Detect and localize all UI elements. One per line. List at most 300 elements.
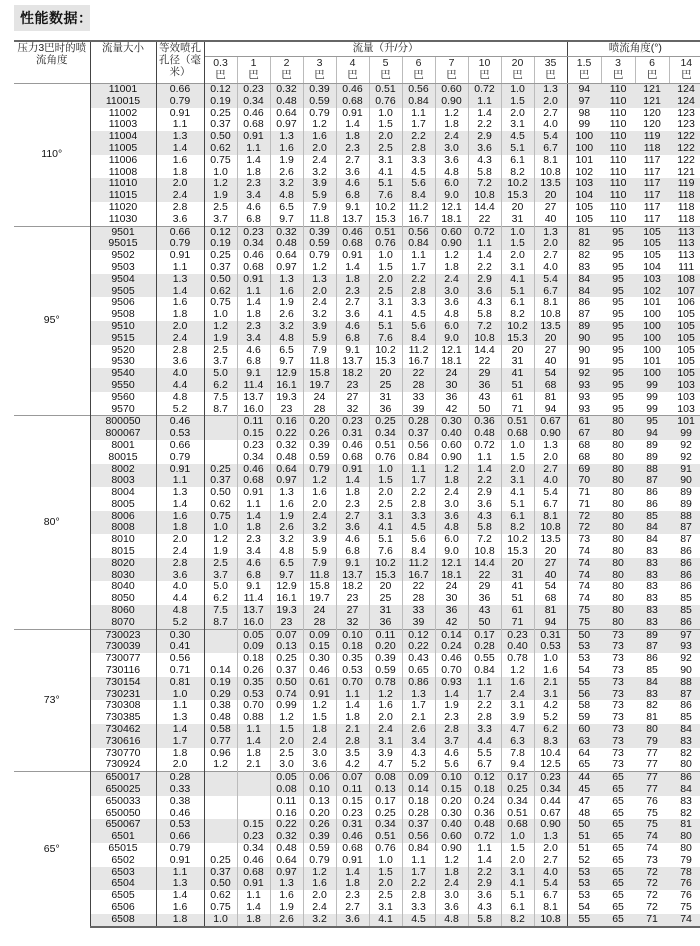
cell-flow-rate: 3.6 xyxy=(468,143,501,155)
cell-flow-rate: 6.7 xyxy=(534,499,567,511)
cell-flow-rate: 1.8 xyxy=(336,274,369,286)
cell-flow-rate: 0.25 xyxy=(369,808,402,820)
cell-flow-rate: 0.91 xyxy=(336,464,369,476)
cell-flow-rate: 0.17 xyxy=(501,772,534,784)
pressure-value: 10 xyxy=(478,57,491,69)
cell-spray-angle: 89 xyxy=(567,321,601,333)
cell-flow-rate: 2.5 xyxy=(204,558,237,570)
cell-flow-rate: 1.4 xyxy=(336,867,369,879)
cell-flow-rate: 3.7 xyxy=(435,736,468,748)
cell-flow-rate: 29 xyxy=(468,368,501,380)
cell-spray-angle: 86 xyxy=(680,580,692,593)
cell-flow-rate: 0.26 xyxy=(303,819,336,831)
cell-flow-rate: 0.08 xyxy=(369,772,402,784)
cell-flow-rate: 2.4 xyxy=(501,689,534,701)
cell-flow-rate: 9.1 xyxy=(336,345,369,357)
cell-spray-angle: 95 xyxy=(601,380,635,392)
cell-flow-rate: 18.2 xyxy=(336,368,369,380)
cell-flow-rate: 0.14 xyxy=(204,665,237,677)
table-row xyxy=(14,404,700,416)
cell-flow-rate: 0.64 xyxy=(270,464,303,476)
cell-flow-rate: 2.0 xyxy=(270,736,303,748)
cell-flow-rate: 0.32 xyxy=(270,84,303,96)
cell-spray-angle: 105 xyxy=(677,308,695,321)
cell-flow-rate: 2.0 xyxy=(534,238,567,250)
cell-flow-rate: 1.2 xyxy=(204,759,237,771)
cell-spray-angle: 104 xyxy=(567,190,601,202)
cell-flow-rate: 0.90 xyxy=(534,428,567,440)
cell-flow-rate: 1.4 xyxy=(336,119,369,131)
cell-flow-rate: 0.25 xyxy=(204,464,237,476)
table-row xyxy=(14,274,700,286)
cell-flow-rate: 0.34 xyxy=(237,238,270,250)
cell-spray-angle: 73 xyxy=(601,724,635,736)
cell-flow-rate: 1.6 xyxy=(270,499,303,511)
cell-flow-rate: 0.46 xyxy=(336,440,369,452)
cell-spray-angle: 83 xyxy=(646,580,658,593)
cell-flow-rate: 0.18 xyxy=(468,784,501,796)
cell-flow-rate: 28 xyxy=(303,617,336,629)
cell-flow-rate: 6.2 xyxy=(534,724,567,736)
cell-flow-rate: 4.8 xyxy=(435,522,468,534)
cell-flow-rate: 0.72 xyxy=(468,84,501,96)
cell-spray-angle: 99 xyxy=(669,428,700,440)
cell-flow-rate: 54 xyxy=(534,368,567,380)
cell-spray-angle: 105 xyxy=(635,226,669,238)
cell-flow-rate: 71 xyxy=(501,404,534,416)
cell-flow-rate: 0.34 xyxy=(369,428,402,440)
cell-flow-rate: 1.4 xyxy=(237,736,270,748)
cell-flow-rate: 2.0 xyxy=(303,286,336,298)
cell-orifice: 0.46 xyxy=(156,416,204,428)
cell-spray-angle: 74 xyxy=(567,558,601,570)
cell-flow-rate: 1.2 xyxy=(303,262,336,274)
cell-flow-rate: 2.3 xyxy=(336,890,369,902)
cell-spray-angle: 121 xyxy=(677,165,695,178)
cell-flow-size: 6501 xyxy=(90,831,156,843)
cell-flow-rate: 0.37 xyxy=(270,665,303,677)
cell-flow-rate: 0.68 xyxy=(336,843,369,855)
cell-flow-rate: 0.59 xyxy=(303,843,336,855)
cell-flow-rate: 11.4 xyxy=(237,593,270,605)
cell-flow-rate: 6.8 xyxy=(237,356,270,368)
cell-orifice: 2.0 xyxy=(156,534,204,546)
cell-spray-angle: 65 xyxy=(612,889,624,902)
cell-flow-rate: 19.7 xyxy=(303,380,336,392)
cell-flow-rate: 0.25 xyxy=(204,250,237,262)
cell-flow-rate: 2.4 xyxy=(435,274,468,286)
pressure-unit: 巴 xyxy=(545,69,556,81)
cell-flow-rate: 3.9 xyxy=(501,712,534,724)
cell-spray-angle: 80 xyxy=(635,724,669,736)
cell-flow-rate: 10.8 xyxy=(468,333,501,345)
cell-flow-rate: 51 xyxy=(501,593,534,605)
pressure-unit: 巴 xyxy=(215,69,226,81)
cell-flow-rate: 18.1 xyxy=(435,356,468,368)
cell-flow-rate: 0.20 xyxy=(303,416,336,428)
cell-flow-rate: 1.9 xyxy=(270,511,303,523)
cell-spray-angle: 86 xyxy=(669,558,700,570)
cell-flow-rate: 5.6 xyxy=(402,321,435,333)
cell-flow-rate: 0.32 xyxy=(270,831,303,843)
cell-flow-rate: 0.12 xyxy=(468,772,501,784)
cell-flow-rate: 7.8 xyxy=(501,748,534,760)
cell-flow-size: 730231 xyxy=(90,689,156,701)
cell-spray-angle: 110 xyxy=(609,106,627,119)
table-row xyxy=(14,736,700,748)
cell-flow-size: 800050 xyxy=(90,416,156,428)
group-spray-angle: 80° xyxy=(14,416,90,629)
cell-spray-angle: 47 xyxy=(578,794,591,807)
cell-flow-rate: 2.2 xyxy=(402,878,435,890)
cell-flow-rate: 3.6 xyxy=(303,759,336,771)
cell-flow-rate: 1.0 xyxy=(369,108,402,120)
cell-flow-rate: 5.8 xyxy=(468,522,501,534)
cell-flow-rate: 0.39 xyxy=(369,653,402,665)
cell-flow-rate: 0.65 xyxy=(402,665,435,677)
cell-flow-rate: 36 xyxy=(369,617,402,629)
cell-flow-rate: 0.15 xyxy=(336,796,369,808)
cell-spray-angle: 73 xyxy=(601,629,635,641)
header-flow-pressure xyxy=(435,57,468,84)
cell-flow-rate: 42 xyxy=(435,617,468,629)
cell-flow-rate: 8.3 xyxy=(534,736,567,748)
cell-flow-rate: 0.55 xyxy=(468,653,501,665)
pressure-unit: 巴 xyxy=(281,69,292,81)
cell-spray-angle: 87 xyxy=(578,308,591,321)
cell-flow-rate: 2.6 xyxy=(270,914,303,927)
cell-spray-angle: 93 xyxy=(567,380,601,392)
cell-flow-rate: 3.0 xyxy=(270,759,303,771)
cell-flow-rate: 5.5 xyxy=(468,748,501,760)
cell-flow-rate: 0.26 xyxy=(303,428,336,440)
cell-flow-rate: 11.8 xyxy=(303,214,336,226)
cell-flow-rate: 0.15 xyxy=(237,819,270,831)
cell-flow-rate: 6.1 xyxy=(501,511,534,523)
cell-flow-rate: 3.1 xyxy=(534,689,567,701)
pressure-value: 3 xyxy=(316,57,323,69)
cell-spray-angle: 80 xyxy=(612,545,624,558)
cell-spray-angle: 86 xyxy=(646,497,658,510)
cell-spray-angle: 107 xyxy=(669,286,700,298)
cell-flow-rate: 1.7 xyxy=(402,475,435,487)
cell-flow-rate: 1.5 xyxy=(501,452,534,464)
cell-flow-rate: 0.13 xyxy=(303,796,336,808)
cell-flow-rate: 0.17 xyxy=(468,629,501,641)
cell-flow-rate: 8.4 xyxy=(402,333,435,345)
cell-flow-rate: 4.1 xyxy=(501,274,534,286)
cell-flow-rate: 31 xyxy=(501,570,534,582)
cell-flow-rate: 0.59 xyxy=(303,96,336,108)
cell-flow-rate: 19.7 xyxy=(303,593,336,605)
cell-flow-rate: 0.43 xyxy=(402,653,435,665)
cell-orifice: 2.4 xyxy=(156,190,204,202)
cell-flow-rate: 0.18 xyxy=(402,796,435,808)
cell-flow-rate: 0.51 xyxy=(369,226,402,238)
pressure-unit: 巴 xyxy=(512,69,523,81)
cell-spray-angle: 80 xyxy=(601,558,635,570)
cell-spray-angle: 92 xyxy=(680,438,692,451)
cell-flow-rate: 1.9 xyxy=(270,902,303,914)
cell-spray-angle: 84 xyxy=(635,522,669,534)
cell-flow-size: 11015 xyxy=(90,190,156,202)
cell-flow-rate: 0.90 xyxy=(534,819,567,831)
cell-flow-rate: 1.3 xyxy=(303,274,336,286)
cell-orifice: 0.91 xyxy=(156,108,204,120)
cell-orifice: 2.4 xyxy=(156,546,204,558)
table-row xyxy=(14,214,700,226)
cell-flow-size: 9570 xyxy=(90,404,156,416)
cell-flow-rate: 5.8 xyxy=(468,167,501,179)
cell-flow-rate: 10.8 xyxy=(534,914,567,927)
cell-flow-rate: 2.9 xyxy=(468,274,501,286)
cell-flow-rate: 2.7 xyxy=(336,511,369,523)
cell-flow-rate: 18.1 xyxy=(435,214,468,226)
cell-flow-rate: 0.37 xyxy=(402,819,435,831)
cell-orifice: 1.1 xyxy=(156,700,204,712)
cell-spray-angle: 84 xyxy=(567,274,601,286)
cell-flow-rate: 6.1 xyxy=(501,902,534,914)
cell-flow-rate: 1.1 xyxy=(402,250,435,262)
cell-flow-size: 8020 xyxy=(90,558,156,570)
cell-flow-rate: 0.62 xyxy=(204,890,237,902)
cell-flow-rate: 2.8 xyxy=(402,143,435,155)
cell-flow-rate: 0.91 xyxy=(237,487,270,499)
cell-orifice: 4.0 xyxy=(156,581,204,593)
cell-flow-rate: 6.2 xyxy=(204,380,237,392)
cell-flow-rate: 8.4 xyxy=(402,546,435,558)
cell-flow-rate: 0.93 xyxy=(435,677,468,689)
cell-flow-rate: 22 xyxy=(468,356,501,368)
cell-flow-rate: 1.9 xyxy=(270,297,303,309)
cell-flow-rate: 19.3 xyxy=(270,605,303,617)
cell-spray-angle: 65 xyxy=(601,831,635,843)
cell-spray-angle: 103 xyxy=(669,380,700,392)
cell-orifice: 2.0 xyxy=(156,178,204,190)
cell-flow-rate: 1.6 xyxy=(270,286,303,298)
cell-flow-rate: 2.7 xyxy=(336,155,369,167)
cell-flow-rate: 0.67 xyxy=(534,416,567,428)
cell-spray-angle: 100 xyxy=(635,321,669,333)
cell-flow-rate: 24 xyxy=(303,392,336,404)
cell-spray-angle: 80 xyxy=(601,511,635,523)
cell-flow-rate: 8.1 xyxy=(534,297,567,309)
cell-flow-rate: 1.4 xyxy=(237,902,270,914)
cell-flow-rate: 4.4 xyxy=(468,736,501,748)
cell-flow-rate: 0.10 xyxy=(336,629,369,641)
cell-spray-angle: 74 xyxy=(578,580,591,593)
table-row xyxy=(14,202,700,214)
pressure-value: 14 xyxy=(680,57,693,69)
cell-flow-rate: 1.8 xyxy=(336,878,369,890)
cell-flow-rate: 4.1 xyxy=(501,487,534,499)
cell-flow-rate: 2.2 xyxy=(468,119,501,131)
cell-spray-angle: 117 xyxy=(643,165,661,178)
cell-flow-rate: 20 xyxy=(534,190,567,202)
cell-flow-rate: 4.6 xyxy=(336,534,369,546)
cell-spray-angle: 84 xyxy=(669,784,700,796)
cell-flow-rate: 0.32 xyxy=(270,440,303,452)
cell-flow-rate: 3.6 xyxy=(468,499,501,511)
cell-flow-rate: 0.31 xyxy=(336,819,369,831)
cell-flow-rate: 0.91 xyxy=(336,855,369,867)
cell-flow-rate: 2.4 xyxy=(303,511,336,523)
cell-flow-rate: 7.9 xyxy=(303,202,336,214)
cell-flow-rate: 1.5 xyxy=(501,96,534,108)
cell-flow-rate: 8.7 xyxy=(204,617,237,629)
header-spray-pressure xyxy=(601,57,635,84)
cell-flow-rate: 2.8 xyxy=(402,890,435,902)
cell-spray-angle: 65 xyxy=(612,806,624,819)
cell-flow-rate: 61 xyxy=(501,605,534,617)
pressure-unit: 巴 xyxy=(681,69,692,81)
cell-spray-angle: 101 xyxy=(575,153,594,166)
cell-spray-angle: 74 xyxy=(669,914,700,927)
cell-flow-rate: 0.37 xyxy=(204,262,237,274)
cell-spray-angle: 110 xyxy=(601,131,635,143)
cell-spray-angle: 122 xyxy=(669,143,700,155)
cell-spray-angle: 53 xyxy=(578,889,591,902)
cell-spray-angle: 73 xyxy=(578,533,591,546)
cell-flow-rate: 1.1 xyxy=(468,96,501,108)
cell-spray-angle: 81 xyxy=(669,819,700,831)
cell-flow-rate xyxy=(204,629,237,641)
cell-flow-rate: 16.7 xyxy=(402,356,435,368)
cell-flow-rate: 5.1 xyxy=(501,143,534,155)
cell-flow-rate: 4.1 xyxy=(501,878,534,890)
pressure-value: 6 xyxy=(415,57,422,69)
cell-flow-rate: 0.38 xyxy=(204,700,237,712)
cell-flow-rate: 1.3 xyxy=(270,878,303,890)
cell-spray-angle: 105 xyxy=(635,238,669,250)
cell-flow-size: 11001 xyxy=(90,84,156,96)
cell-spray-angle: 53 xyxy=(567,867,601,879)
cell-flow-rate: 0.06 xyxy=(303,772,336,784)
cell-flow-rate: 81 xyxy=(534,392,567,404)
cell-orifice: 0.66 xyxy=(156,831,204,843)
cell-flow-rate: 9.7 xyxy=(270,214,303,226)
cell-flow-rate: 3.2 xyxy=(270,321,303,333)
cell-flow-rate: 27 xyxy=(534,345,567,357)
cell-flow-size: 650025 xyxy=(90,784,156,796)
cell-orifice: 0.56 xyxy=(156,653,204,665)
cell-flow-rate: 0.28 xyxy=(402,416,435,428)
cell-flow-size: 730308 xyxy=(90,700,156,712)
cell-flow-rate: 13.5 xyxy=(534,534,567,546)
cell-orifice: 0.46 xyxy=(156,808,204,820)
cell-flow-rate: 2.6 xyxy=(270,522,303,534)
cell-flow-size: 8002 xyxy=(90,464,156,476)
cell-flow-rate: 2.3 xyxy=(237,321,270,333)
cell-flow-rate: 9.0 xyxy=(435,546,468,558)
cell-flow-rate: 5.9 xyxy=(303,546,336,558)
cell-flow-rate: 0.50 xyxy=(204,274,237,286)
header-flow-pressure xyxy=(270,57,303,84)
cell-flow-rate: 2.6 xyxy=(270,309,303,321)
cell-orifice: 1.8 xyxy=(156,522,204,534)
cell-orifice: 1.4 xyxy=(156,499,204,511)
cell-flow-rate: 10.8 xyxy=(534,167,567,179)
cell-flow-rate: 1.5 xyxy=(369,262,402,274)
cell-orifice: 0.81 xyxy=(156,677,204,689)
table-row xyxy=(14,677,700,689)
cell-spray-angle: 102 xyxy=(635,286,669,298)
cell-flow-rate: 2.4 xyxy=(435,487,468,499)
cell-flow-rate: 3.9 xyxy=(303,321,336,333)
cell-flow-rate: 1.1 xyxy=(468,677,501,689)
cell-flow-rate: 13.5 xyxy=(534,178,567,190)
cell-spray-angle: 110 xyxy=(601,84,635,96)
cell-flow-rate: 1.2 xyxy=(435,464,468,476)
cell-flow-rate: 2.3 xyxy=(237,534,270,546)
cell-flow-size: 8040 xyxy=(90,581,156,593)
cell-flow-rate: 0.91 xyxy=(336,250,369,262)
cell-flow-rate: 0.90 xyxy=(435,96,468,108)
cell-spray-angle: 89 xyxy=(635,629,669,641)
cell-flow-rate: 4.3 xyxy=(468,511,501,523)
cell-spray-angle: 100 xyxy=(567,131,601,143)
cell-flow-rate: 5.2 xyxy=(534,712,567,724)
cell-orifice: 2.8 xyxy=(156,202,204,214)
pressure-value: 0.3 xyxy=(213,57,228,69)
cell-flow-size: 9501 xyxy=(90,226,156,238)
cell-flow-rate: 2.0 xyxy=(303,143,336,155)
cell-spray-angle: 44 xyxy=(567,772,601,784)
cell-spray-angle: 65 xyxy=(612,900,624,913)
cell-flow-rate: 12.5 xyxy=(534,759,567,771)
cell-flow-rate: 1.1 xyxy=(468,238,501,250)
cell-flow-rate: 1.3 xyxy=(534,84,567,96)
cell-flow-rate: 6.2 xyxy=(204,593,237,605)
cell-spray-angle: 86 xyxy=(669,570,700,582)
cell-flow-rate: 1.2 xyxy=(204,178,237,190)
cell-spray-angle: 101 xyxy=(669,416,700,428)
cell-spray-angle: 84 xyxy=(635,677,669,689)
cell-flow-rate: 6.1 xyxy=(501,155,534,167)
cell-spray-angle: 75 xyxy=(567,605,601,617)
cell-flow-rate: 14.4 xyxy=(468,345,501,357)
cell-flow-rate xyxy=(204,428,237,440)
cell-flow-size: 110015 xyxy=(90,96,156,108)
cell-flow-rate: 0.09 xyxy=(237,641,270,653)
cell-spray-angle: 86 xyxy=(669,772,700,784)
cell-flow-rate: 0.60 xyxy=(435,226,468,238)
cell-flow-rate: 2.3 xyxy=(336,499,369,511)
cell-flow-size: 11005 xyxy=(90,143,156,155)
cell-flow-rate: 36 xyxy=(369,404,402,416)
cell-flow-size: 650067 xyxy=(90,819,156,831)
cell-flow-rate: 68 xyxy=(534,593,567,605)
cell-flow-rate: 0.37 xyxy=(204,475,237,487)
cell-orifice: 2.8 xyxy=(156,345,204,357)
cell-flow-rate: 1.4 xyxy=(237,297,270,309)
cell-flow-rate: 2.7 xyxy=(534,464,567,476)
cell-orifice: 4.4 xyxy=(156,380,204,392)
cell-flow-rate: 2.8 xyxy=(402,286,435,298)
cell-flow-rate: 0.20 xyxy=(435,796,468,808)
cell-flow-rate: 4.5 xyxy=(501,131,534,143)
cell-flow-rate: 0.76 xyxy=(369,452,402,464)
table-row xyxy=(14,617,700,629)
cell-flow-rate: 0.44 xyxy=(534,796,567,808)
cell-flow-rate: 0.09 xyxy=(402,772,435,784)
cell-flow-rate: 4.3 xyxy=(468,155,501,167)
cell-flow-rate: 2.2 xyxy=(402,131,435,143)
cell-flow-rate: 0.26 xyxy=(237,665,270,677)
cell-flow-rate: 11.2 xyxy=(402,202,435,214)
cell-spray-angle: 76 xyxy=(669,878,700,890)
cell-flow-rate: 7.2 xyxy=(468,178,501,190)
